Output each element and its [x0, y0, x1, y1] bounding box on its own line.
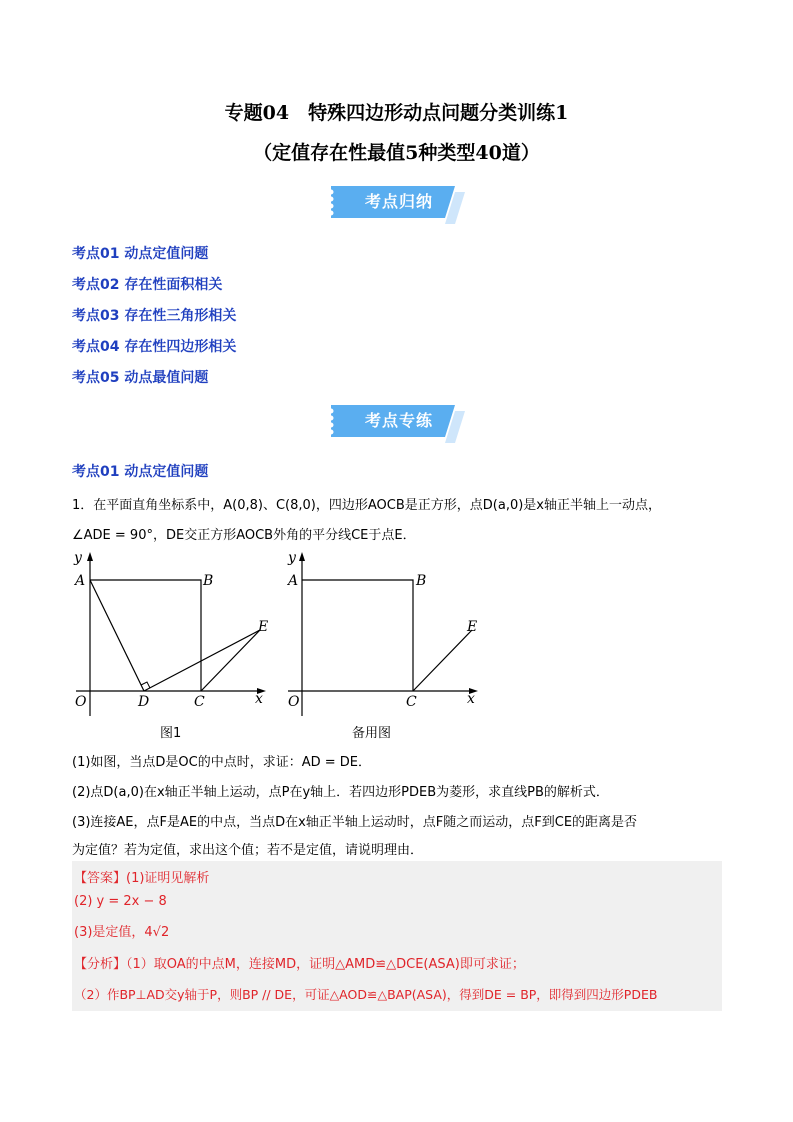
banner-summary [327, 186, 465, 224]
label-a: A [288, 573, 299, 589]
figure-1 [72, 548, 272, 718]
problem-line-1: 1．在平面直角坐标系中，A(0,8)、C(8,0)，四边形AOCB是正方形，点D(a,0)是x轴正半轴上一动点， [72, 498, 661, 513]
label-x: x [467, 691, 475, 707]
banner-practice [327, 405, 465, 443]
label-e: E [258, 619, 269, 635]
label-o: O [75, 694, 87, 710]
section-heading: 考点01 动点定值问题 [72, 464, 209, 480]
toc-item-2[interactable]: 考点02 存在性面积相关 [72, 277, 223, 293]
toc-item-3[interactable]: 考点03 存在性三角形相关 [72, 308, 237, 324]
segment-ce [201, 630, 260, 691]
toc-item-1[interactable]: 考点01 动点定值问题 [72, 246, 209, 262]
question-1: (1)如图，当点D是OC的中点时，求证：AD = DE． [72, 755, 372, 770]
label-y: y [74, 550, 82, 566]
document-subtitle: （定值存在性最值5种类型40道） [253, 142, 540, 164]
banner-practice-label: 考点专练 [364, 411, 433, 430]
label-y: y [288, 550, 296, 566]
figure-1-caption: 图1 [160, 726, 182, 741]
label-b: B [416, 573, 427, 589]
toc-item-5[interactable]: 考点05 动点最值问题 [72, 370, 209, 386]
question-2: (2)点D(a,0)在x轴正半轴上运动，点P在y轴上．若四边形PDEB为菱形，求直线PB的解析式． [72, 785, 609, 800]
label-x: x [255, 691, 263, 707]
figure-backup-caption: 备用图 [352, 726, 392, 741]
label-c: C [406, 694, 417, 710]
label-o: O [288, 694, 300, 710]
answer-3: (3)是定值，4√2 [74, 925, 170, 940]
analysis-2: （2）作BP⊥AD交y轴于P，则BP // DE，可证△AOD≌△BAP(ASA)，得到DE = BP，即得到四边形PDEB [74, 987, 658, 1002]
segment-ce [413, 630, 472, 691]
label-c: C [194, 694, 205, 710]
banner-summary-label: 考点归纳 [364, 192, 433, 211]
document-title: 专题04 特殊四边形动点问题分类训练1 [224, 102, 569, 124]
problem-line-2: ∠ADE = 90°，DE交正方形AOCB外角的平分线CE于点E． [72, 528, 416, 543]
segment-de [144, 630, 260, 691]
label-a: A [75, 573, 86, 589]
analysis-1: 【分析】（1）取OA的中点M，连接MD，证明△AMD≌△DCE(ASA)即可求证； [74, 957, 525, 972]
question-3-line-2: 为定值？若为定值，求出这个值；若不是定值，请说明理由． [72, 843, 424, 858]
answer-1: 【答案】(1)证明见解析 [74, 871, 210, 886]
figure-backup [286, 548, 486, 718]
label-d: D [138, 694, 150, 710]
question-3-line-1: (3)连接AE，点F是AE的中点，当点D在x轴正半轴上运动时，点F随之而运动，点F到CE的距离是否 [72, 815, 638, 830]
answer-2: (2) y = 2x − 8 [74, 894, 167, 909]
segment-ad [90, 580, 144, 691]
label-b: B [203, 573, 214, 589]
square-aocb [302, 580, 413, 691]
toc-item-4[interactable]: 考点04 存在性四边形相关 [72, 339, 237, 355]
square-aocb [90, 580, 201, 691]
label-e: E [467, 619, 478, 635]
